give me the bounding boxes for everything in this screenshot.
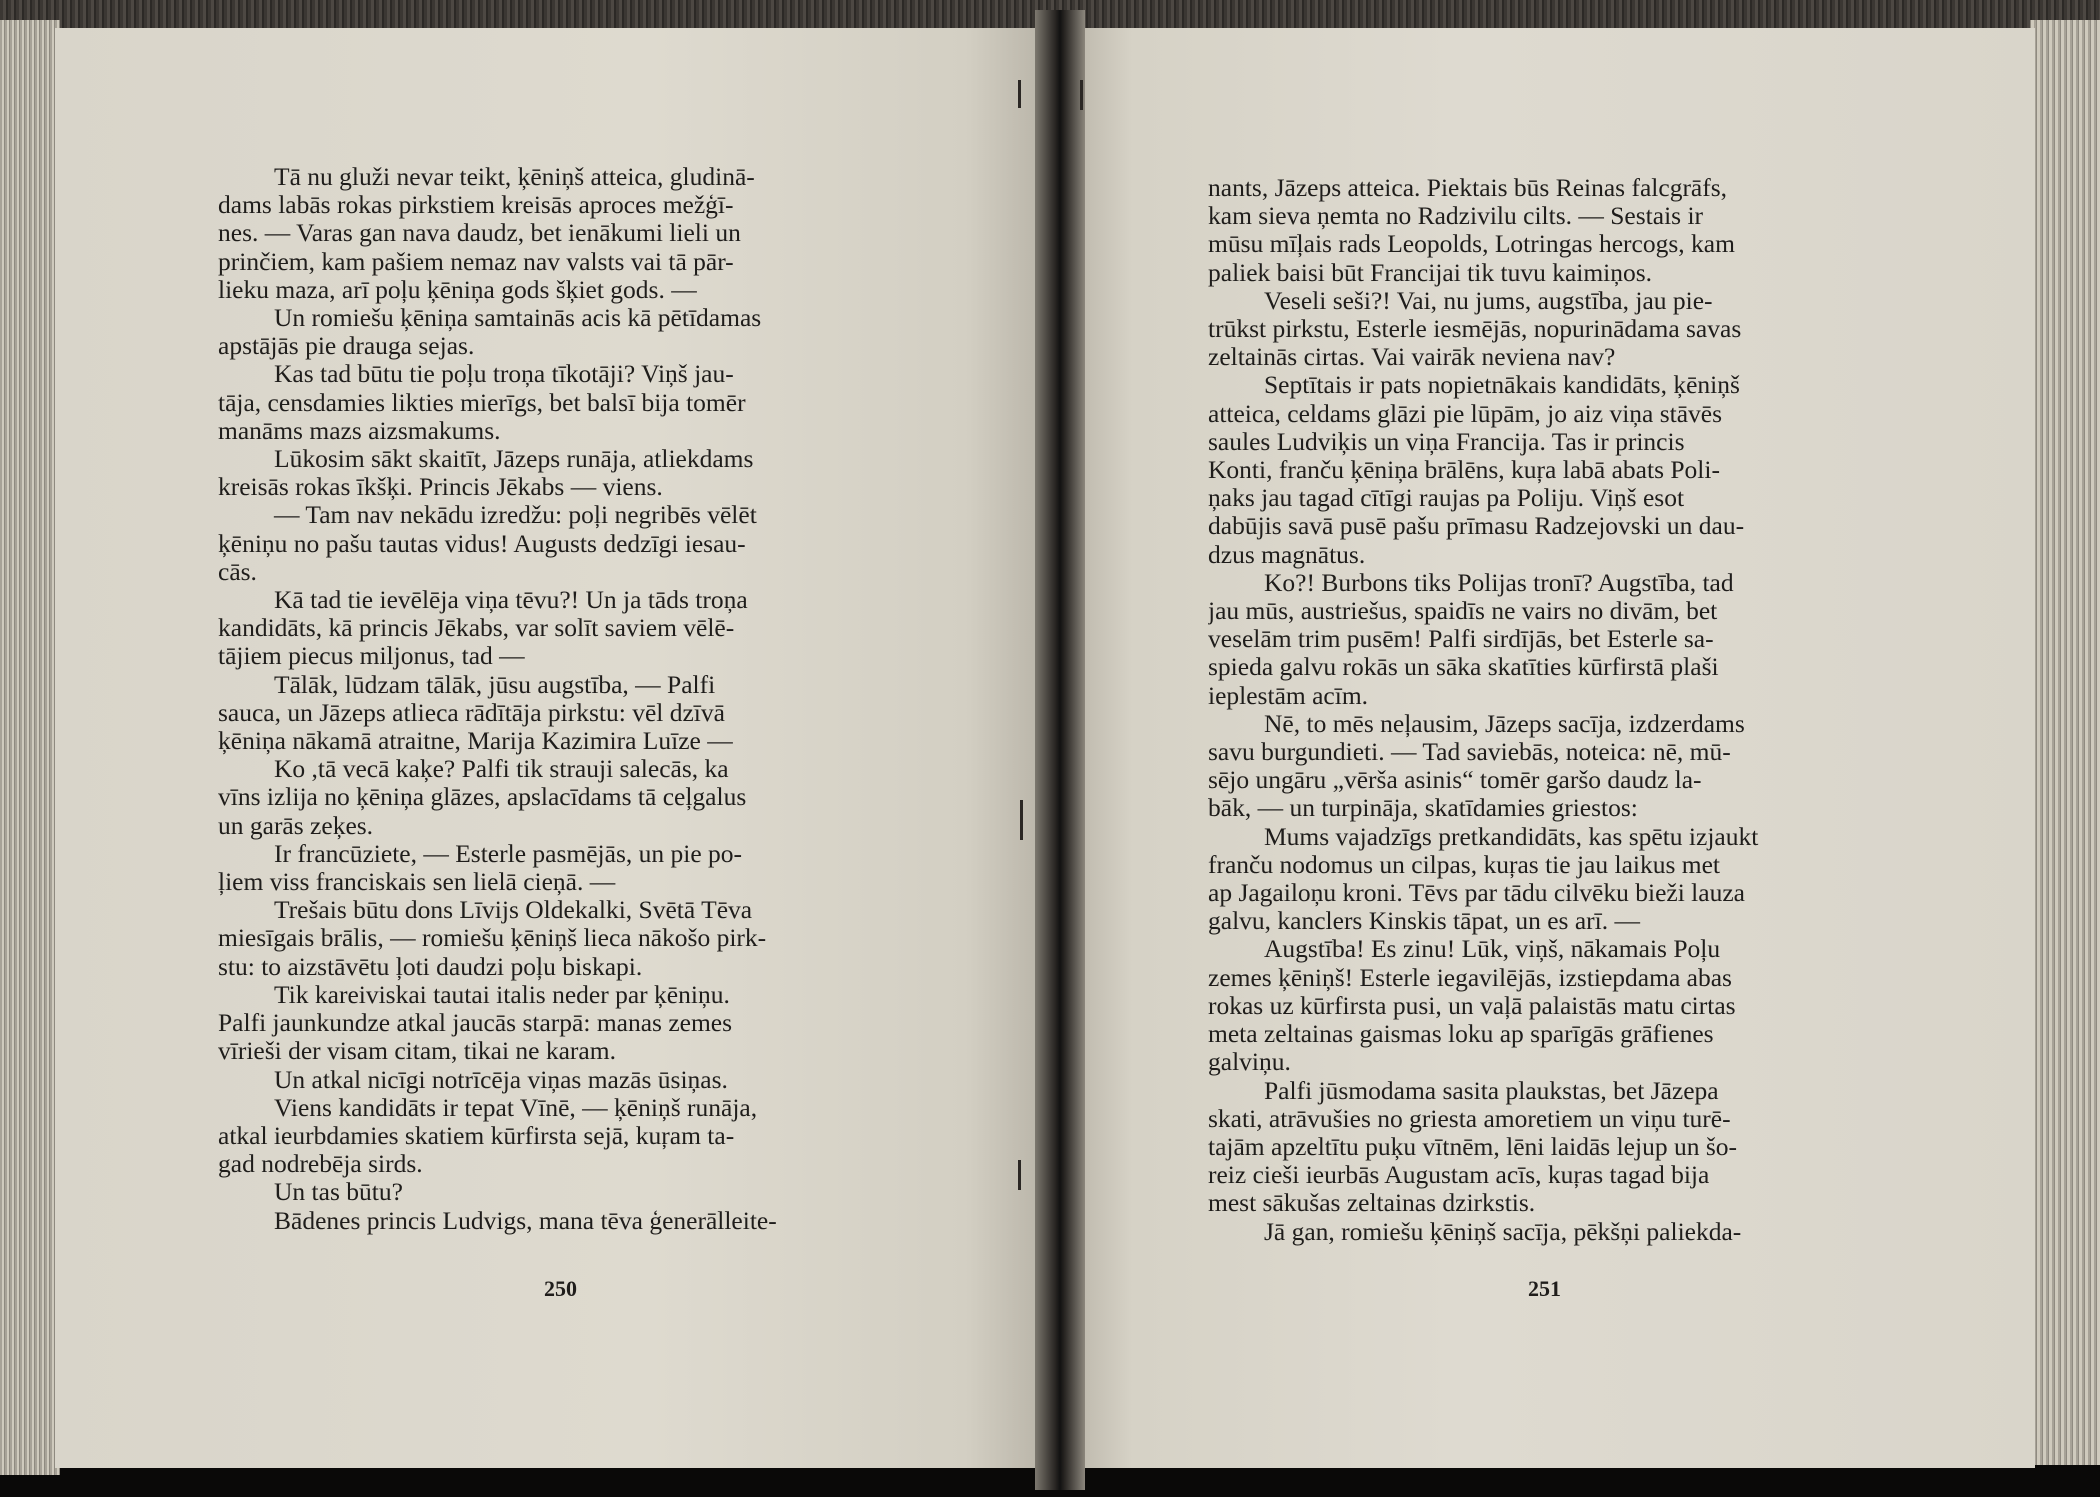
- text-line: Trešais būtu dons Līvijs Oldekalki, Svētā Tēva: [274, 896, 753, 925]
- text-line: ņaks jau tagad cītīgi raujas pa Poliju. Viņš esot: [1208, 484, 1685, 513]
- text-line: Un romiešu ķēniņa samtainās acis kā pētīdamas: [274, 304, 762, 333]
- text-line: apstājās pie drauga sejas.: [218, 332, 475, 361]
- text-line: gad nodrebēja sirds.: [218, 1150, 423, 1179]
- text-line: Kas tad būtu tie poļu troņa tīkotāji? Viņš jau-: [274, 360, 734, 389]
- text-line: Tā nu gluži nevar teikt, ķēniņš atteica, gludinā-: [274, 163, 755, 191]
- text-line: dams labās rokas pirkstiem kreisās aproces mežģī-: [218, 191, 734, 220]
- text-line: ap Jagailoņu kroni. Tēvs par tādu cilvēku bieži lauza: [1208, 879, 1745, 908]
- right-page-text: [1208, 174, 1888, 1246]
- text-line: veselām trim pusēm! Palfi sirdījās, bet Esterle sa-: [1208, 625, 1714, 654]
- page-number-right: 251: [1528, 1276, 1561, 1301]
- text-line: un garās zeķes.: [218, 811, 374, 840]
- text-line: Kā tad tie ievēlēja viņa tēvu?! Un ja tāds troņa: [274, 586, 748, 615]
- text-line: cās.: [218, 557, 257, 586]
- text-line: reiz cieši ieurbās Augustam acīs, kuŗas tagad bija: [1208, 1161, 1710, 1190]
- text-line: mūsu mīļais rads Leopolds, Lotringas hercogs, kam: [1208, 230, 1735, 259]
- text-line: spieda galvu rokās un sāka skatīties kūrfirstā plaši: [1208, 653, 1719, 682]
- page-edges-right: [2030, 20, 2100, 1465]
- text-line: stu: to aizstāvētu ļoti daudzi poļu biskapi.: [218, 952, 643, 981]
- text-line: Bādenes princis Ludvigs, mana tēva ģenerālleite-: [274, 1206, 777, 1235]
- text-line: ieplestām acīm.: [1208, 681, 1369, 710]
- text-line: savu burgundieti. — Tad saviebās, noteica: nē, mū-: [1208, 738, 1731, 767]
- text-line: Palfi jaunkundze atkal jaucās starpā: manas zemes: [218, 1009, 733, 1038]
- text-line: skati, atrāvušies no griesta amoretiem un viņu turē-: [1208, 1104, 1731, 1133]
- text-line: Palfi jūsmodama sasita plaukstas, bet Jāzepa: [1264, 1076, 1719, 1105]
- text-line: ķēniņa nākamā atraitne, Marija Kazimira Luīze —: [218, 727, 733, 756]
- text-line: dabūjis savā pusē pašu prīmasu Radzejovski un dau-: [1208, 512, 1745, 541]
- page-edges-left: [0, 20, 60, 1475]
- text-line: franču nodomus un cilpas, kuŗas tie jau laikus met: [1208, 850, 1721, 879]
- text-line: galvu, kanclers Kinskis tāpat, un es arī. —: [1208, 907, 1640, 936]
- text-line: bāk, — un turpināja, skatīdamies griestos:: [1208, 794, 1638, 823]
- text-line: atteica, celdams glāzi pie lūpām, jo aiz viņa stāvēs: [1208, 399, 1723, 428]
- text-line: saules Ludviķis un viņa Francija. Tas ir princis: [1208, 427, 1685, 456]
- text-line: Tik kareiviskai tautai italis neder par ķēniņu.: [274, 980, 730, 1009]
- text-line: Un tas būtu?: [274, 1178, 403, 1207]
- page-number-left: 250: [544, 1276, 577, 1301]
- text-line: Ko ,tā vecā kaķe? Palfi tik strauji salecās, ka: [274, 755, 729, 784]
- stitch-mark: [1020, 800, 1023, 840]
- text-line: Augstība! Es zinu! Lūk, viņš, nākamais Poļu: [1264, 935, 1721, 964]
- text-line: Nē, to mēs neļausim, Jāzeps sacīja, izdzerdams: [1264, 709, 1745, 738]
- text-line: zemes ķēniņš! Esterle iegavilējās, izstiepdama abas: [1208, 963, 1732, 992]
- text-line: atkal ieurbdamies skatiem kūrfirsta sejā, kuŗam ta-: [218, 1121, 735, 1150]
- text-line: meta zeltainas gaismas loku ap sparīgās grāfienes: [1208, 1020, 1714, 1049]
- text-line: Septītais ir pats nopietnākais kandidāts, ķēniņš: [1264, 371, 1740, 400]
- text-line: trūkst pirkstu, Esterle iesmējās, nopurinādama savas: [1208, 315, 1742, 344]
- text-line: Konti, franču ķēniņa brālēns, kuŗa labā abats Poli-: [1208, 456, 1720, 485]
- text-line: tājiem piecus miljonus, tad —: [218, 642, 525, 671]
- text-line: manāms mazs aizsmakums.: [218, 416, 501, 445]
- text-line: rokas uz kūrfirsta pusi, un vaļā palaistās matu cirtas: [1208, 991, 1736, 1020]
- text-line: nes. — Varas gan nava daudz, bet ienākumi lieli un: [218, 219, 741, 248]
- text-line: mest sākušas zeltainas dzirkstis.: [1208, 1189, 1536, 1218]
- text-line: kreisās rokas īkšķi. Princis Jēkabs — viens.: [218, 473, 663, 502]
- text-line: sējo ungāru „vērša asinis“ tomēr garšo daudz la-: [1208, 766, 1702, 795]
- text-line: sauca, un Jāzeps atlieca rādītāja pirkstu: vēl dzīvā: [218, 698, 725, 727]
- text-line: lieku maza, arī poļu ķēniņa gods šķiet gods. —: [218, 275, 697, 304]
- text-line: ķēniņu no pašu tautas vidus! Augusts dedzīgi iesau-: [218, 529, 746, 558]
- text-line: miesīgais brālis, — romiešu ķēniņš lieca nākošo pirk-: [218, 924, 767, 953]
- text-line: dzus magnātus.: [1208, 540, 1366, 569]
- text-line: zeltainās cirtas. Vai vairāk neviena nav?: [1208, 343, 1616, 372]
- text-line: Viens kandidāts ir tepat Vīnē, — ķēniņš runāja,: [274, 1093, 758, 1122]
- text-line: vīrieši der visam citam, tikai ne karam.: [218, 1037, 616, 1066]
- text-line: Jā gan, romiešu ķēniņš sacīja, pēkšņi paliekda-: [1264, 1217, 1742, 1246]
- stitch-mark: [1080, 80, 1083, 110]
- text-line: kandidāts, kā princis Jēkabs, var solīt saviem vēlē-: [218, 614, 735, 643]
- book-gutter: [1035, 10, 1085, 1490]
- text-line: Tālāk, lūdzam tālāk, jūsu augstība, — Palfi: [274, 670, 716, 699]
- text-line: Un atkal nicīgi notrīcēja viņas mazās ūsiņas.: [274, 1065, 728, 1094]
- text-line: Lūkosim sākt skaitīt, Jāzeps runāja, atliekdams: [274, 445, 754, 474]
- text-line: galviņu.: [1208, 1048, 1291, 1077]
- left-page-text: [218, 163, 898, 1235]
- stitch-mark: [1018, 80, 1021, 108]
- text-line: jau mūs, austriešus, spaidīs ne vairs no divām, bet: [1208, 597, 1718, 626]
- text-line: prinčiem, kam pašiem nemaz nav valsts vai tā pār-: [218, 247, 734, 276]
- text-line: Veseli seši?! Vai, nu jums, augstība, jau pie-: [1264, 286, 1713, 315]
- text-line: vīns izlija no ķēniņa glāzes, apslacīdams tā ceļgalus: [218, 783, 747, 812]
- text-line: kam sieva ņemta no Radzivilu cilts. — Sestais ir: [1208, 202, 1704, 231]
- text-line: Ir francūziete, — Esterle pasmējās, un pie po-: [274, 839, 743, 868]
- text-line: Ko?! Burbons tiks Polijas tronī? Augstība, tad: [1264, 568, 1734, 597]
- stitch-mark: [1018, 1160, 1021, 1190]
- text-line: tāja, censdamies likties mierīgs, bet balsī bija tomēr: [218, 388, 746, 417]
- text-line: — Tam nav nekādu izredžu: poļi negribēs vēlēt: [274, 501, 757, 530]
- text-line: ļiem viss franciskais sen lielā cieņā. —: [218, 868, 616, 897]
- text-line: paliek baisi būt Francijai tik tuvu kaimiņos.: [1208, 258, 1653, 287]
- text-line: tajām apzeltītu puķu vītnēm, lēni laidās lejup un šo-: [1208, 1132, 1738, 1161]
- text-line: nants, Jāzeps atteica. Piektais būs Reinas falcgrāfs,: [1208, 174, 1728, 202]
- text-line: Mums vajadzīgs pretkandidāts, kas spētu izjaukt: [1264, 822, 1759, 851]
